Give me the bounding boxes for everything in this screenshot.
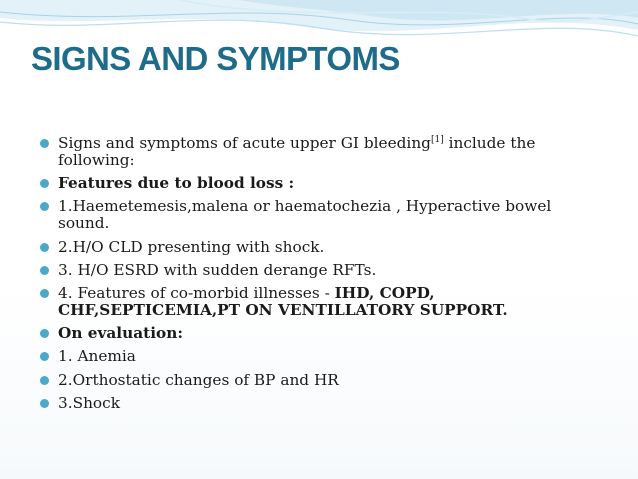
bullet-icon <box>40 202 49 211</box>
bullet-icon <box>40 289 49 298</box>
bullet-text: 4. Features of co-morbid illnesses - <box>58 283 335 302</box>
bullet-text: Features due to blood loss : <box>58 174 295 193</box>
bullet-text: 2.H/O CLD presenting with shock. <box>58 237 325 256</box>
bullet-icon <box>40 266 49 275</box>
bullet-icon <box>40 243 49 252</box>
list-item <box>40 372 600 389</box>
bullet-text: 3. H/O ESRD with sudden derange RFTs. <box>58 260 377 279</box>
list-item <box>40 325 600 342</box>
bullet-text: 1. Anemia <box>58 347 136 366</box>
bullet-icon <box>40 376 49 385</box>
list-item <box>40 348 600 365</box>
bullet-text-cont: include the following: <box>58 134 536 169</box>
list-item <box>40 239 600 256</box>
list-item <box>40 395 600 412</box>
bullet-icon <box>40 399 49 408</box>
bullet-icon <box>40 329 49 338</box>
bullet-text: 3.Shock <box>58 393 120 412</box>
slide-title: SIGNS AND SYMPTOMS <box>31 40 400 77</box>
bullet-icon <box>40 179 49 188</box>
list-item <box>40 198 600 232</box>
citation-ref: [1] <box>430 135 444 145</box>
bullet-list <box>40 135 600 418</box>
list-item <box>40 135 600 169</box>
list-item <box>40 175 600 192</box>
bullet-icon <box>40 139 49 148</box>
bullet-text: 2.Orthostatic changes of BP and HR <box>58 370 339 389</box>
list-item <box>40 262 600 279</box>
list-item <box>40 285 600 319</box>
bullet-text: 1.Haemetemesis,malena or haematochezia , Hyperactive bowel sound. <box>58 197 552 233</box>
bullet-text: On evaluation: <box>58 324 183 343</box>
bullet-icon <box>40 352 49 361</box>
bullet-text-bold: IHD, COPD, CHF,SEPTICEMIA,PT ON VENTILLATORY SUPPORT. <box>58 283 508 319</box>
bullet-text: Signs and symptoms of acute upper GI bleeding <box>58 134 431 152</box>
